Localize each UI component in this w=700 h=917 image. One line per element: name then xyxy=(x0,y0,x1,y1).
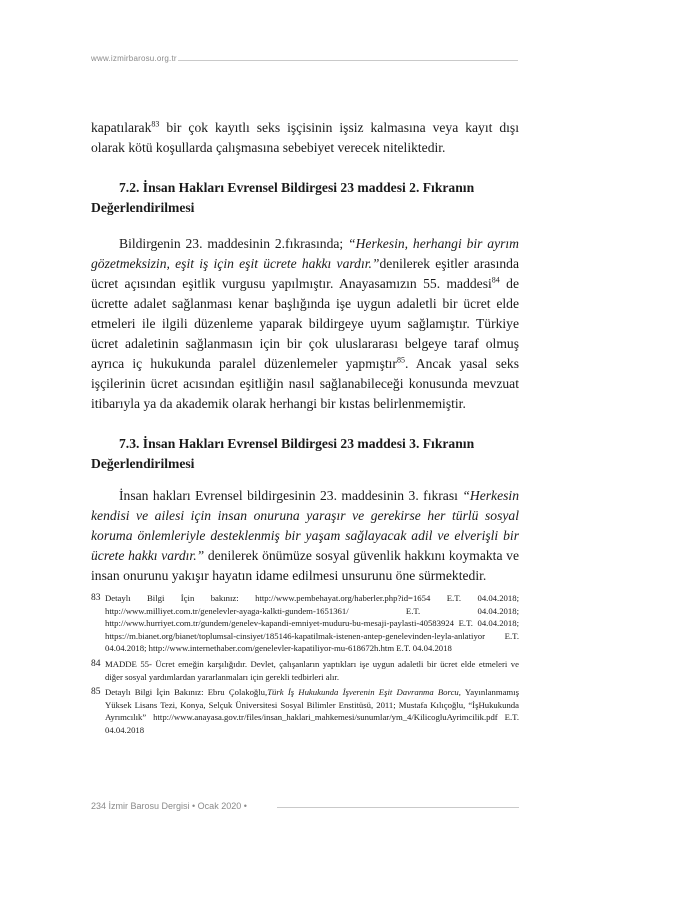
footer-page-info: 234 İzmir Barosu Dergisi • Ocak 2020 • xyxy=(91,801,247,811)
footnote-85 xyxy=(91,686,519,736)
paragraph-2-d: . Ancak yasal seks işçilerinin ücret acısından eşitliğin nasıl sağlanabileceği konusunda mevzuat itibarıyla ya da akademik olarak herhangi bir kıstas belirlenmemiştir. xyxy=(91,356,519,411)
footnote-number: 84 xyxy=(91,658,101,669)
paragraph-2-quote: “Herkesin, herhangi bir ayrım gözetmeksizin, eşit iş için eşit ücrete hakkı vardır.” xyxy=(91,236,519,271)
footnote-text: MADDE 55- Ücret emeğin karşılığıdır. Devlet, çalışanların yaptıkları işe uygun adaletli bir ücret elde etmeleri ve diğer sosyal yardımlardan yararlanmaları için gerekli tedbirleri alır. xyxy=(105,658,519,682)
paragraph-1-rest: bir çok kayıtlı seks işçisinin işsiz kalmasına veya kayıt dışı olarak kötü koşullarda çalışmasına sebebiyet verecek niteliktedir. xyxy=(91,120,519,155)
page-body xyxy=(91,118,519,740)
paragraph-3 xyxy=(91,486,519,586)
footnote-number: 85 xyxy=(91,687,101,698)
paragraph-3-b: denilerek önümüze sosyal güvenlik hakkını koymakta ve insan onurunu yakışır hayatın idame edilmesi unsurunu öne sürmektedir. xyxy=(91,548,519,583)
paragraph-2-b: denilerek eşitler arasında ücret açısından eşitlik vurgusu yapılmıştır. Anayasamızın 55. maddesi xyxy=(91,256,519,291)
section-heading-7-2: 7.2. İnsan Hakları Evrensel Bildirgesi 23 maddesi 2. Fıkranın Değerlendirilmesi xyxy=(91,180,475,215)
footnote-text xyxy=(105,686,519,736)
footnote-ref-84[interactable]: 84 xyxy=(491,275,500,285)
footnote-ref-83[interactable]: 83 xyxy=(151,119,160,129)
paragraph-3-quote: “Herkesin kendisi ve ailesi için insan onuruna yaraşır ve gerekirse her türlü sosyal koruma önlemleriyle desteklenmiş bir yaşam sağlayacak adil ve elverişli bir ücrete hakkı vardır.” xyxy=(91,488,519,563)
paragraph-2 xyxy=(91,234,519,414)
header-divider xyxy=(178,60,518,61)
footnote-ref-85[interactable]: 85 xyxy=(396,355,405,365)
paragraph-1-lead: kapatılarak xyxy=(91,120,152,135)
paragraph-2-c: de ücrette adalet sağlanması kenar başlığında işe uygun adaletli bir ücret elde etmeleri ile ilgili düzenleme yaparak bildirgeye uyum sağlamıştır. Türkiye ücret adaletinin sağlanmasın için bir çok uluslararası belgeye taraf olmuş ayrıca iç hukukunda paralel düzenlemeler yapmıştır xyxy=(91,276,519,371)
paragraph-1 xyxy=(91,118,519,158)
footnote-book-title: Türk İş Hukukunda İşverenin Eşit Davranma Borcu xyxy=(267,687,459,698)
paragraph-3-a: İnsan hakları Evrensel bildirgesinin 23. maddesinin 3. fıkrası xyxy=(119,488,463,503)
header-url: www.izmirbarosu.org.tr xyxy=(91,54,177,63)
footnote-83 xyxy=(91,592,519,655)
footnote-text-b: , Yayınlanmamış Yüksek Lisans Tezi, Konya, Selçuk Üniversitesi Sosyal Bilimler Enstitüsü, 2011; Mustafa Kılıçoğlu, “İşHukukunda Ayrımcılık” http://www.anayasa.gov.tr/files/insan_haklari_mahkemesi/sunumlar/ym_4/KilicogluAyrimcilik.pdf E.T. 04.04.2018 xyxy=(105,687,519,735)
footnote-text-a: Detaylı Bilgi İçin Bakınız: Ebru Çolakoğlu, xyxy=(105,687,268,698)
section-heading-7-3: 7.3. İnsan Hakları Evrensel Bildirgesi 23 maddesi 3. Fıkranın Değerlendirilmesi xyxy=(91,436,475,471)
footnote-84 xyxy=(91,658,519,683)
footnote-number: 83 xyxy=(91,593,101,603)
footer-divider xyxy=(277,807,519,808)
footnotes xyxy=(91,592,519,737)
footnote-text: Detaylı Bilgi İçin bakınız: http://www.pembehayat.org/haberler.php?id=1654 E.T. 04.04.2018; http://www.milliyet.com.tr/genelevler-ayaga-kalkti-gundem-1651361/ E.T. 04.04.2018; http://www.hurriyet.com.tr/gundem/genelev-kapandi-emniyet-muduru-bu-mesaji-paylasti-40583924 E.T. 04.04.2018; https://m.bianet.org/bianet/toplumsal-cinsiyet/185146-kapatilmak-istenen-antep-genelevinden-leyla-anlatiyor E.T. 04.04.2018; http://www.internethaber.com/genelevler-kapatiliyor-mu-618672h.htm E.T. 04.04.2018 xyxy=(105,593,519,654)
paragraph-2-a: Bildirgenin 23. maddesinin 2.fıkrasında; xyxy=(119,236,349,251)
